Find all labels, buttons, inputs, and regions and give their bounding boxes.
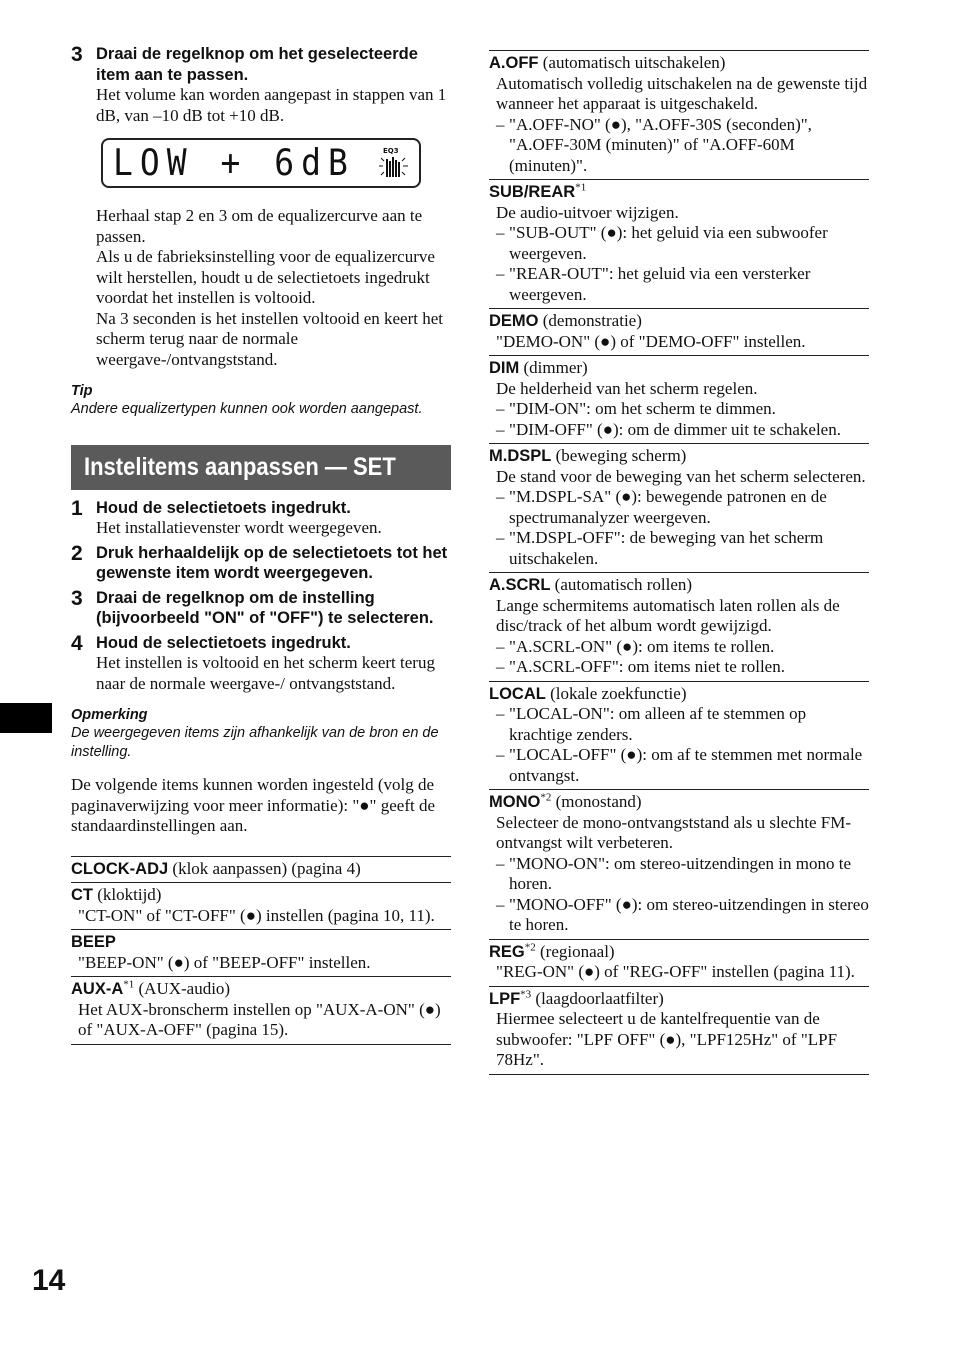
setting-item: [489, 987, 869, 1075]
setting-description: "CT-ON" of "CT-OFF" (●) instellen (pagina 10, 11).: [78, 905, 435, 925]
setting-header: [489, 358, 869, 379]
setting-description: "REG-ON" (●) of "REG-OFF" instellen (pagina 11).: [496, 962, 855, 981]
setting-header: [71, 932, 451, 953]
step-title: Houd de selectietoets ingedrukt.: [96, 633, 351, 652]
option-text: "A.SCRL-ON" (●): om items te rollen.: [509, 636, 775, 656]
step-body: [96, 588, 451, 629]
section-title: Instelitems aanpassen — SET: [84, 452, 396, 481]
setting-header: [489, 942, 869, 963]
equalizer-icon: [377, 146, 409, 180]
option-text: "REAR-OUT": het geluid via een versterker weergeven.: [509, 264, 811, 304]
setting-option: [489, 657, 869, 678]
setting-option: [489, 264, 869, 305]
setting-label: (dimmer): [519, 358, 588, 377]
setting-description: "DEMO-ON" (●) of "DEMO-OFF" instellen.: [496, 331, 806, 351]
settings-table-right: [489, 50, 869, 1075]
setting-item: [489, 356, 869, 444]
setting-name: A.OFF: [489, 54, 539, 72]
setting-description: Het AUX-bronscherm instellen op "AUX-A-ON" (●) of "AUX-A-OFF" (pagina 15).: [78, 999, 441, 1039]
option-dash: –: [496, 419, 505, 439]
setting-item: [71, 930, 451, 977]
remark-text: De weergegeven items zijn afhankelijk van de bron en de instelling.: [71, 725, 439, 760]
settings-table-left: [71, 856, 451, 1045]
setting-label: (regionaal): [535, 941, 615, 961]
footnote-mark: *3: [520, 987, 532, 1000]
setting-name: M.DSPL: [489, 447, 552, 465]
eq-label: EQ3: [383, 147, 399, 155]
footnote-mark: *1: [123, 978, 135, 991]
option-text: "A.SCRL-OFF": om items niet te rollen.: [509, 657, 785, 676]
setting-label: (lokale zoekfunctie): [545, 683, 687, 703]
setting-item: [71, 883, 451, 930]
option-dash: –: [496, 399, 505, 418]
setting-label: (laagdoorlaatfilter): [531, 988, 664, 1008]
step-description: Het instellen is voltooid en het scherm keert terug naar de normale weergave-/ ontvangststand.: [96, 653, 435, 693]
lcd-display-illustration: [101, 138, 421, 188]
factory-reset-note: Als u de fabrieksinstelling voor de equalizercurve wilt herstellen, houdt u de selectietoets ingedrukt voordat het instellen is voltooid.: [96, 247, 435, 307]
option-text: "MONO-ON": om stereo-uitzendingen in mono te horen.: [509, 853, 852, 893]
setting-label: (demonstratie): [538, 311, 642, 330]
setting-label: (beweging scherm): [551, 446, 687, 465]
option-text: "LOCAL-OFF" (●): om af te stemmen met normale ontvangst.: [509, 745, 863, 785]
tip-text: Andere equalizertypen kunnen ook worden aangepast.: [71, 401, 423, 417]
option-dash: –: [496, 704, 505, 723]
setting-label: (monostand): [551, 792, 642, 811]
setting-header: [489, 989, 869, 1010]
step-4: [71, 633, 451, 695]
footnote-mark: *1: [575, 181, 587, 194]
option-dash: –: [496, 264, 505, 283]
setting-option: [489, 854, 869, 895]
setting-label: (automatisch rollen): [550, 575, 693, 594]
setting-description: De helderheid van het scherm regelen.: [496, 378, 758, 398]
setting-name: LPF: [489, 989, 521, 1008]
option-dash: –: [496, 745, 505, 764]
setting-item: [489, 940, 869, 987]
setting-option: [489, 637, 869, 658]
step-description: Het volume kan worden aangepast in stappen van 1 dB, van –10 dB tot +10 dB.: [96, 85, 447, 125]
step-2: [71, 543, 451, 584]
option-text: "M.DSPL-OFF": de beweging van het scherm uitschakelen.: [509, 528, 824, 568]
step-number: 3: [71, 43, 83, 66]
step-body: [96, 543, 451, 584]
setting-name: CT: [71, 886, 93, 904]
setting-option: [489, 745, 869, 786]
setting-name: DIM: [489, 359, 520, 377]
setting-description: De audio-uitvoer wijzigen.: [496, 202, 679, 222]
left-column: [71, 44, 451, 1045]
section-tab-marker: [0, 703, 52, 733]
step-body: [96, 498, 451, 539]
setting-name: MONO: [489, 793, 541, 811]
setting-header: [489, 792, 869, 813]
option-dash: –: [496, 114, 505, 134]
right-column: [489, 50, 869, 1075]
option-dash: –: [496, 223, 505, 242]
setting-item: [489, 790, 869, 940]
option-text: "DIM-OFF" (●): om de dimmer uit te schakelen.: [509, 419, 841, 439]
setting-name: REG: [489, 942, 525, 961]
setting-header: [489, 53, 869, 74]
setting-item: [71, 857, 451, 884]
option-dash: –: [496, 853, 505, 873]
lcd-display-text: LOW + 6dB: [113, 141, 355, 184]
setting-item: [489, 682, 869, 791]
setting-header: [489, 182, 869, 203]
setting-name: A.SCRL: [489, 576, 551, 594]
setting-label: (automatisch uitschakelen): [538, 53, 726, 72]
setting-name: SUB/REAR: [489, 183, 576, 201]
option-text: "SUB-OUT" (●): het geluid via een subwoofer weergeven.: [509, 223, 828, 263]
option-text: "A.OFF-NO" (●), "A.OFF-30S (seconden)", "A.OFF-30M (minuten)" of "A.OFF-60M (minuten)".: [509, 114, 812, 175]
step-title: Houd de selectietoets ingedrukt.: [96, 498, 351, 517]
step-number: 2: [71, 541, 83, 565]
footnote-mark: *2: [540, 791, 552, 804]
setting-item: [489, 573, 869, 682]
setting-header: [489, 684, 869, 705]
step-title: Druk herhaaldelijk op de selectietoets tot het gewenste item wordt weergegeven.: [96, 543, 448, 582]
setting-item: [489, 309, 869, 356]
step-description: Het installatievenster wordt weergegeven.: [96, 518, 382, 537]
remark-heading: Opmerking: [71, 707, 148, 723]
page-number: 14: [32, 1264, 66, 1297]
setting-name: DEMO: [489, 312, 539, 330]
setting-option: [489, 895, 869, 936]
repeat-instruction: Herhaal stap 2 en 3 om de equalizercurve aan te passen.: [96, 206, 423, 246]
option-text: "M.DSPL-SA" (●): bewegende patronen en de spectrumanalyzer weergeven.: [509, 487, 827, 527]
setting-label: (klok aanpassen) (pagina 4): [168, 858, 361, 878]
option-text: "MONO-OFF" (●): om stereo-uitzendingen in stereo te horen.: [509, 894, 869, 934]
option-dash: –: [496, 657, 505, 676]
setting-item: [71, 977, 451, 1045]
option-dash: –: [496, 894, 505, 914]
setting-option: [489, 487, 869, 528]
step-title: Draai de regelknop om de instelling (bijvoorbeeld "ON" of "OFF") te selecteren.: [96, 588, 434, 627]
option-dash: –: [496, 636, 505, 656]
setting-item: [489, 180, 869, 309]
setting-option: [489, 704, 869, 745]
option-dash: –: [496, 528, 505, 547]
setting-option: [489, 528, 869, 569]
option-text: "DIM-ON": om het scherm te dimmen.: [509, 399, 776, 418]
setting-header: [71, 885, 451, 906]
setting-description: De stand voor de beweging van het scherm selecteren.: [496, 466, 866, 486]
timeout-note: Na 3 seconden is het instellen voltooid en keert het scherm terug naar de normale weergave-/ontvangststand.: [96, 308, 443, 369]
footnote-mark: *2: [524, 940, 536, 953]
setting-header: [71, 979, 451, 1000]
setting-option: [489, 420, 869, 441]
step-number: 3: [71, 586, 83, 610]
setting-name: BEEP: [71, 933, 116, 951]
setting-header: [71, 859, 451, 880]
setting-description: Automatisch volledig uitschakelen na de gewenste tijd wanneer het apparaat is uitgeschakeld.: [496, 73, 868, 113]
setting-option: [489, 223, 869, 264]
step-number: 4: [71, 631, 83, 655]
step-3: [71, 588, 451, 629]
step-body: [96, 633, 451, 695]
setting-item: [489, 51, 869, 180]
step-1: [71, 498, 451, 539]
setting-header: [489, 446, 869, 467]
setting-description: Selecteer de mono-ontvangststand als u slechte FM-ontvangst wilt verbeteren.: [496, 812, 852, 852]
setting-header: [489, 311, 869, 332]
set-steps: [71, 498, 451, 695]
step-3-adjust: [71, 44, 451, 126]
option-dash: –: [496, 487, 505, 506]
step-title: Draai de regelknop om het geselecteerde item aan te passen.: [96, 45, 418, 84]
setting-description: "BEEP-ON" (●) of "BEEP-OFF" instellen.: [78, 952, 371, 972]
setting-name: CLOCK-ADJ: [71, 859, 169, 878]
setting-option: [489, 115, 869, 177]
section-title-banner: [71, 445, 451, 490]
option-text: "LOCAL-ON": om alleen af te stemmen op krachtige zenders.: [509, 704, 807, 744]
setting-description: Lange schermitems automatisch laten rollen als de disc/track of het album wordt gewijzigd.: [496, 595, 840, 635]
setting-option: [489, 399, 869, 420]
setting-label: (kloktijd): [93, 885, 162, 904]
step-number: 1: [71, 496, 83, 520]
setting-name: AUX-A: [71, 980, 124, 998]
setting-label: (AUX-audio): [134, 979, 231, 998]
setting-name: LOCAL: [489, 684, 546, 703]
items-intro: De volgende items kunnen worden ingesteld (volg de paginaverwijzing voor meer informatie): "●" geeft de standaardinstellingen aan.: [71, 775, 436, 835]
setting-header: [489, 575, 869, 596]
tip-heading: Tip: [71, 383, 93, 399]
setting-description: Hiermee selecteert u de kantelfrequentie van de subwoofer: "LPF OFF" (●), "LPF125Hz" of "LPF 78Hz".: [496, 1009, 838, 1069]
setting-item: [489, 444, 869, 573]
